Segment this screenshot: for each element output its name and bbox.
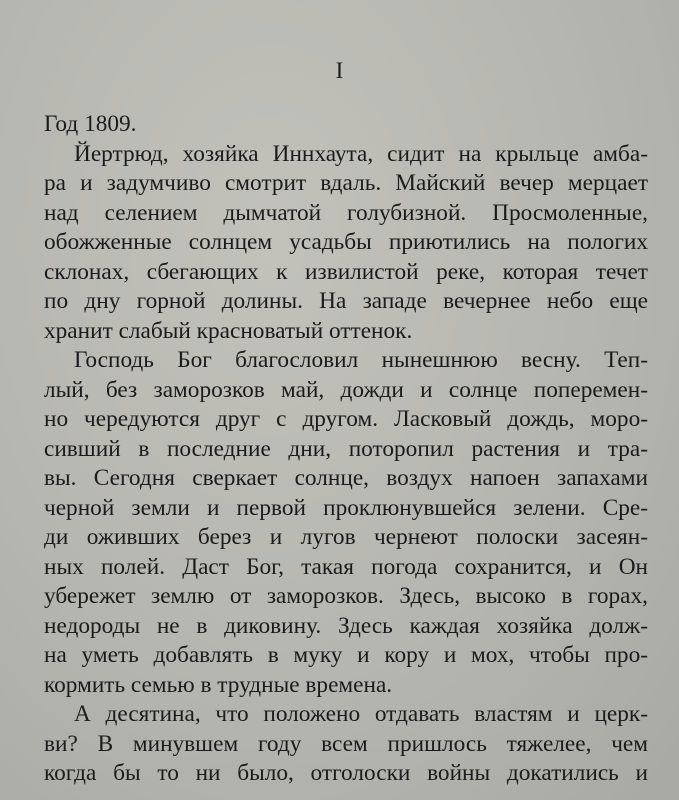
text-line: Йертрюд, хозяйка Иннхаута, сидит на крыльце амба- — [74, 140, 648, 167]
text-line: лый, без заморозков май, дожди и солнце поперемен- — [44, 376, 648, 403]
text-line: ди оживших берез и лугов чернеют полоски засеян- — [44, 524, 648, 550]
text-line: недороды не в диковину. Здесь каждая хозяйка долж- — [44, 612, 648, 639]
text-line: вы. Сегодня сверкает солнце, воздух напоен запахами — [44, 465, 648, 491]
text-line: черной земли и первой проклюнувшейся зелени. Сре- — [44, 494, 648, 521]
text-line: склонах, сбегающих к извилистой реке, которая течет — [44, 258, 648, 285]
text-line: А десятина, что положено отдавать властям и церк- — [74, 701, 648, 727]
text-line: Господь Бог благословил нынешнюю весну. Теп- — [74, 347, 648, 373]
text-line: убережет землю от заморозков. Здесь, высоко в горах, — [44, 583, 648, 609]
text-line: когда бы то ни было, отголоски войны докатились и — [44, 760, 648, 786]
text-line: на уметь добавлять в муку и кору и мох, чтобы про- — [44, 642, 648, 668]
text-line: над селением дымчатой голубизной. Просмоленные, — [44, 199, 648, 226]
text-line: ви? В минувшем году всем пришлось тяжелее, чем — [44, 730, 648, 757]
text-line: ных полей. Даст Бог, такая погода сохранится, и Он — [44, 553, 648, 580]
text-line: ра и задумчиво смотрит вдаль. Майский вечер мерцает — [44, 170, 648, 196]
chapter-number: I — [335, 58, 344, 83]
text-line: сивший в последние дни, поторопил растения и тра- — [44, 435, 648, 462]
text-line: Год 1809. — [44, 111, 137, 137]
text-line: обожженные солнцем усадьбы приютились на пологих — [44, 229, 648, 255]
text-line: кормить семью в трудные времена. — [44, 671, 393, 698]
text-line: но чередуются друг с другом. Ласковый дождь, моро- — [44, 406, 648, 432]
text-line: по дну горной долины. На западе вечернее небо еще — [44, 288, 648, 314]
text-line: хранит слабый красноватый оттенок. — [44, 317, 413, 344]
